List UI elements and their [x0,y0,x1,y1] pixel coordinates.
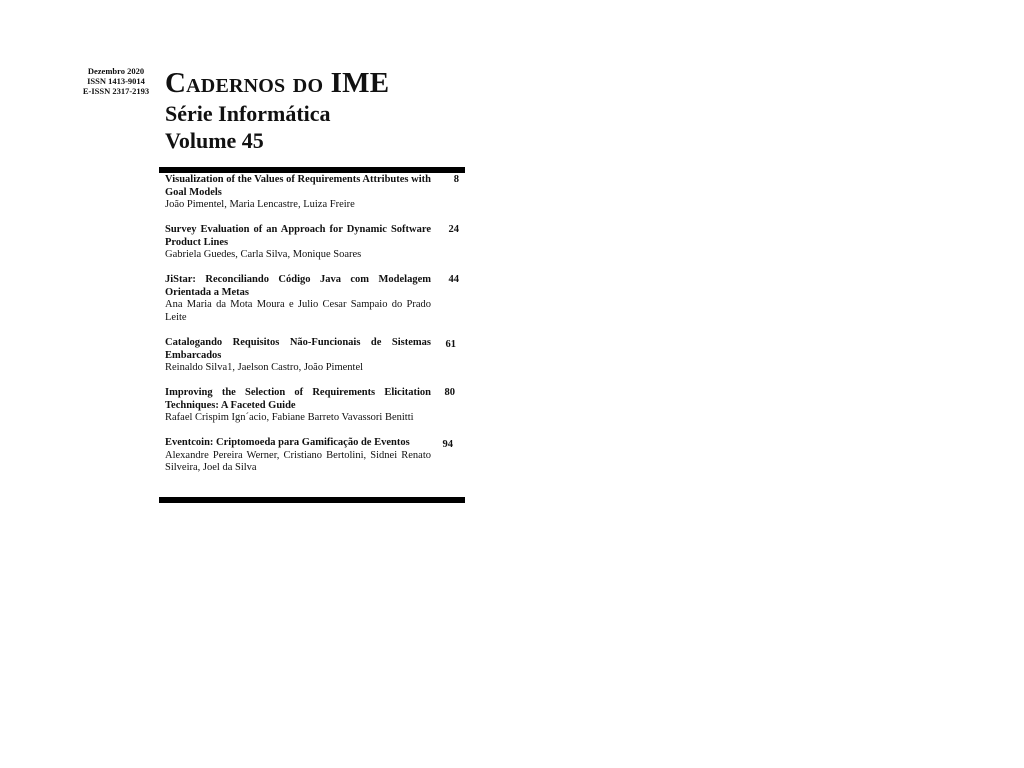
article-title: Eventcoin: Criptomoeda para Gamificação de Eventos [165,437,410,448]
issue-date: Dezembro 2020 [87,66,145,76]
article-authors: Ana Maria da Mota Moura e Julio Cesar Sampaio do Prado Leite [165,299,431,323]
toc-entry [165,274,465,324]
article-title: Survey Evaluation of an Approach for Dynamic Software Product Lines [165,224,431,248]
article-authors: Alexandre Pereira Werner, Cristiano Bertolini, Sidnei Renato Silveira, Joel da Silva [165,449,431,474]
article-authors: João Pimentel, Maria Lencastre, Luiza Freire [165,199,355,211]
toc-entry-text [165,224,431,262]
page-number: 61 [445,339,456,350]
article-authors: Rafael Crispim Ign´acio, Fabiane Barreto Vavassori Benitti [165,412,414,424]
toc-entry-text [165,337,431,375]
article-authors: Gabriela Guedes, Carla Silva, Monique Soares [165,249,362,261]
publication-metadata [76,66,156,96]
article-title: Visualization of the Values of Requirements Attributes with Goal Models [165,174,431,198]
page-number: 80 [444,387,455,398]
toc-entry [165,174,465,212]
journal-title-rest: adernos do IME [186,67,390,99]
page-number: 24 [448,224,459,235]
article-title: Catalogando Requisitos Não-Funcionais de Sistemas Embarcados [165,337,431,361]
toc-entry-text [165,387,431,425]
toc-entry-text [165,437,431,475]
top-rule [159,167,465,173]
page-number: 94 [442,439,453,450]
toc-entry-text [165,174,431,212]
volume-number: Volume 45 [165,128,264,153]
journal-title [165,66,389,100]
issn: ISSN 1413-9014 [87,76,145,86]
toc-entry-text [165,274,431,324]
page-number: 44 [448,274,459,285]
masthead [165,66,389,154]
article-authors: Reinaldo Silva1, Jaelson Castro, João Pimentel [165,362,364,374]
toc-entry [165,437,465,475]
article-title: Improving the Selection of Requirements Elicitation Techniques: A Faceted Guide [165,387,431,411]
toc-entry [165,224,465,262]
series-name: Série Informática [165,101,331,126]
toc-entry [165,337,465,375]
bottom-rule [159,497,465,503]
eissn: E-ISSN 2317-2193 [82,86,150,96]
toc-entry [165,387,465,425]
article-title: JiStar: Reconciliando Código Java com Modelagem Orientada a Metas [165,274,431,298]
journal-title-initial: C [165,67,187,99]
page-number: 8 [453,174,459,185]
